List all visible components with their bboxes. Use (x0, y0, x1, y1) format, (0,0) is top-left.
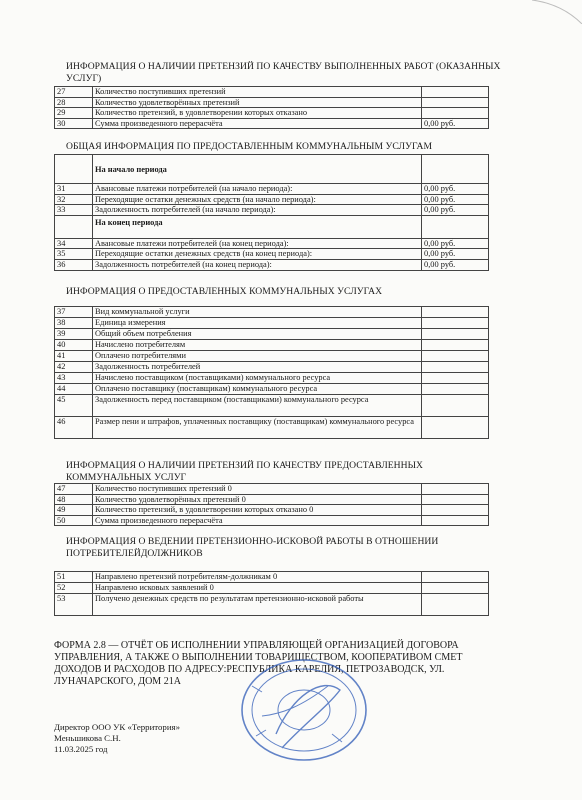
row-number: 51 (55, 572, 93, 583)
table-row (55, 505, 489, 516)
row-number: 34 (55, 238, 93, 249)
row-number: 45 (55, 395, 93, 417)
page-corner (532, 0, 582, 24)
row-number: 36 (55, 259, 93, 270)
row-value (422, 307, 489, 318)
table-row (55, 194, 489, 205)
signature-block (54, 722, 180, 755)
row-label: Оплачено поставщику (поставщикам) коммунального ресурса (93, 384, 422, 395)
row-value: 0,00 руб. (422, 194, 489, 205)
row-value (422, 384, 489, 395)
row-value (422, 87, 489, 98)
row-number: 27 (55, 87, 93, 98)
row-label: Начислено потребителям (93, 340, 422, 351)
row-value (422, 318, 489, 329)
row-label: Направлено исковых заявлений 0 (93, 583, 422, 594)
row-label: Размер пени и штрафов, уплаченных поставщику (поставщикам) коммунального ресурса (93, 417, 422, 439)
row-number: 29 (55, 108, 93, 119)
table-row (55, 340, 489, 351)
table-row (55, 307, 489, 318)
row-label: Количество поступивших претензий (93, 87, 422, 98)
row-number: 30 (55, 118, 93, 129)
row-label: Оплачено потребителями (93, 351, 422, 362)
row-number: 38 (55, 318, 93, 329)
table-row (55, 184, 489, 195)
row-number: 39 (55, 329, 93, 340)
table-row (55, 108, 489, 119)
table-row (55, 395, 489, 417)
row-label: Переходящие остатки денежных средств (на начало периода): (93, 194, 422, 205)
row-number: 53 (55, 594, 93, 616)
row-number: 40 (55, 340, 93, 351)
signer-name: Меньшикова С.Н. (54, 733, 121, 743)
table-row (55, 572, 489, 583)
start-period-header: На начало периода (93, 155, 422, 184)
table-row (55, 87, 489, 98)
row-number: 33 (55, 205, 93, 216)
signer-position: Директор ООО УК «Территория» (54, 722, 180, 732)
row-label: Количество удовлетворённых претензий (93, 97, 422, 108)
row-value (422, 515, 489, 526)
row-number: 47 (55, 484, 93, 495)
row-label: Количество претензий, в удовлетворении которых отказано (93, 108, 422, 119)
table-row (55, 594, 489, 616)
row-label: Получено денежных средств по результатам претензионно-исковой работы (93, 594, 422, 616)
row-value (422, 351, 489, 362)
row-value (422, 373, 489, 384)
table-row (55, 329, 489, 340)
row-label: Авансовые платежи потребителей (на начало периода): (93, 184, 422, 195)
row-value (422, 362, 489, 373)
table-row (55, 384, 489, 395)
row-number: 46 (55, 417, 93, 439)
section-title-communal-services: ИНФОРМАЦИЯ О ПРЕДОСТАВЛЕННЫХ КОММУНАЛЬНЫХ УСЛУГАХ (66, 286, 383, 297)
row-value: 0,00 руб. (422, 249, 489, 260)
row-value (422, 108, 489, 119)
table-row (55, 484, 489, 495)
row-value (422, 329, 489, 340)
row-number: 31 (55, 184, 93, 195)
row-number: 35 (55, 249, 93, 260)
row-value (422, 417, 489, 439)
table-row (55, 362, 489, 373)
table-row (55, 351, 489, 362)
row-label: Количество поступивших претензий 0 (93, 484, 422, 495)
row-value: 0,00 руб. (422, 259, 489, 270)
row-value: 0,00 руб. (422, 184, 489, 195)
row-number: 49 (55, 505, 93, 516)
row-value (422, 97, 489, 108)
form-title: ФОРМА 2.8 — ОТЧЁТ ОБ ИСПОЛНЕНИИ УПРАВЛЯЮЩЕЙ ОРГАНИЗАЦИЕЙ ДОГОВОРА УПРАВЛЕНИЯ, А ТАКЖЕ О ВЫПОЛНЕНИИ ТОВАРИЩЕСТВОМ, КООПЕРАТИВОМ СМЕТ ДОХОДОВ И РАСХОДОВ ПО АДРЕСУ:РЕСПУБЛИКА КАРЕЛИЯ, ПЕТРОЗАВОДСК, УЛ. ЛУНАЧАРСКОГО, ДОМ 21А (54, 640, 463, 687)
table-row (55, 373, 489, 384)
row-value: 0,00 руб. (422, 238, 489, 249)
row-value (422, 505, 489, 516)
row-value (422, 484, 489, 495)
section-title-general-communal: ОБЩАЯ ИНФОРМАЦИЯ ПО ПРЕДОСТАВЛЕННЫМ КОММУНАЛЬНЫМ УСЛУГАМ (66, 141, 433, 152)
row-label: Переходящие остатки денежных средств (на конец периода): (93, 249, 422, 260)
table-row (55, 249, 489, 260)
table-debtor-claims (54, 571, 489, 616)
row-label: Количество удовлетворённых претензий 0 (93, 494, 422, 505)
row-label: Задолженность потребителей (93, 362, 422, 373)
table-row (55, 417, 489, 439)
table-subheader-row (55, 215, 489, 238)
row-number: 37 (55, 307, 93, 318)
row-label: Сумма произведенного перерасчёта (93, 515, 422, 526)
row-label: Сумма произведенного перерасчёта (93, 118, 422, 129)
row-label: Количество претензий, в удовлетворении которых отказано 0 (93, 505, 422, 516)
row-number: 28 (55, 97, 93, 108)
signature-date: 11.03.2025 год (54, 744, 108, 754)
table-row (55, 583, 489, 594)
table-row (55, 97, 489, 108)
table-general-communal (54, 154, 489, 271)
row-label: Начислено поставщиком (поставщиками) коммунального ресурса (93, 373, 422, 384)
row-value (422, 572, 489, 583)
table-row (55, 205, 489, 216)
row-value: 0,00 руб. (422, 118, 489, 129)
table-row (55, 238, 489, 249)
end-period-header: На конец периода (93, 215, 422, 238)
row-value (422, 594, 489, 616)
organization-stamp (232, 656, 372, 768)
row-number: 48 (55, 494, 93, 505)
row-label: Задолженность перед поставщиком (поставщиками) коммунального ресурса (93, 395, 422, 417)
row-number: 42 (55, 362, 93, 373)
table-subheader-row (55, 155, 489, 184)
row-label: Задолженность потребителей (на начало периода): (93, 205, 422, 216)
row-number: 52 (55, 583, 93, 594)
row-number: 50 (55, 515, 93, 526)
row-label: Общий объем потребления (93, 329, 422, 340)
row-label: Направлено претензий потребителям-должникам 0 (93, 572, 422, 583)
table-row (55, 494, 489, 505)
section-title-communal-claims: ИНФОРМАЦИЯ О НАЛИЧИИ ПРЕТЕНЗИЙ ПО КАЧЕСТВУ ПРЕДОСТАВЛЕННЫХ КОММУНАЛЬНЫХ УСЛУГ (66, 460, 424, 483)
section-title-work-claims: ИНФОРМАЦИЯ О НАЛИЧИИ ПРЕТЕНЗИЙ ПО КАЧЕСТВУ ВЫПОЛНЕННЫХ РАБОТ (ОКАЗАННЫХ УСЛУГ) (66, 61, 501, 84)
row-value (422, 494, 489, 505)
table-row (55, 118, 489, 129)
table-row (55, 515, 489, 526)
row-number: 32 (55, 194, 93, 205)
table-work-claims (54, 86, 489, 129)
row-label: Авансовые платежи потребителей (на конец периода): (93, 238, 422, 249)
row-value (422, 583, 489, 594)
table-row (55, 318, 489, 329)
row-label: Вид коммунальной услуги (93, 307, 422, 318)
section-title-debtor-claims: ИНФОРМАЦИЯ О ВЕДЕНИИ ПРЕТЕНЗИОННО-ИСКОВОЙ РАБОТЫ В ОТНОШЕНИИ ПОТРЕБИТЕЛЕЙДОЛЖНИКОВ (66, 536, 439, 559)
row-value (422, 395, 489, 417)
row-number: 44 (55, 384, 93, 395)
table-communal-claims (54, 483, 489, 526)
table-row (55, 259, 489, 270)
table-communal-services (54, 306, 489, 439)
row-number: 41 (55, 351, 93, 362)
row-value: 0,00 руб. (422, 205, 489, 216)
row-value (422, 340, 489, 351)
row-label: Единица измерения (93, 318, 422, 329)
row-label: Задолженность потребителей (на конец периода): (93, 259, 422, 270)
row-number: 43 (55, 373, 93, 384)
